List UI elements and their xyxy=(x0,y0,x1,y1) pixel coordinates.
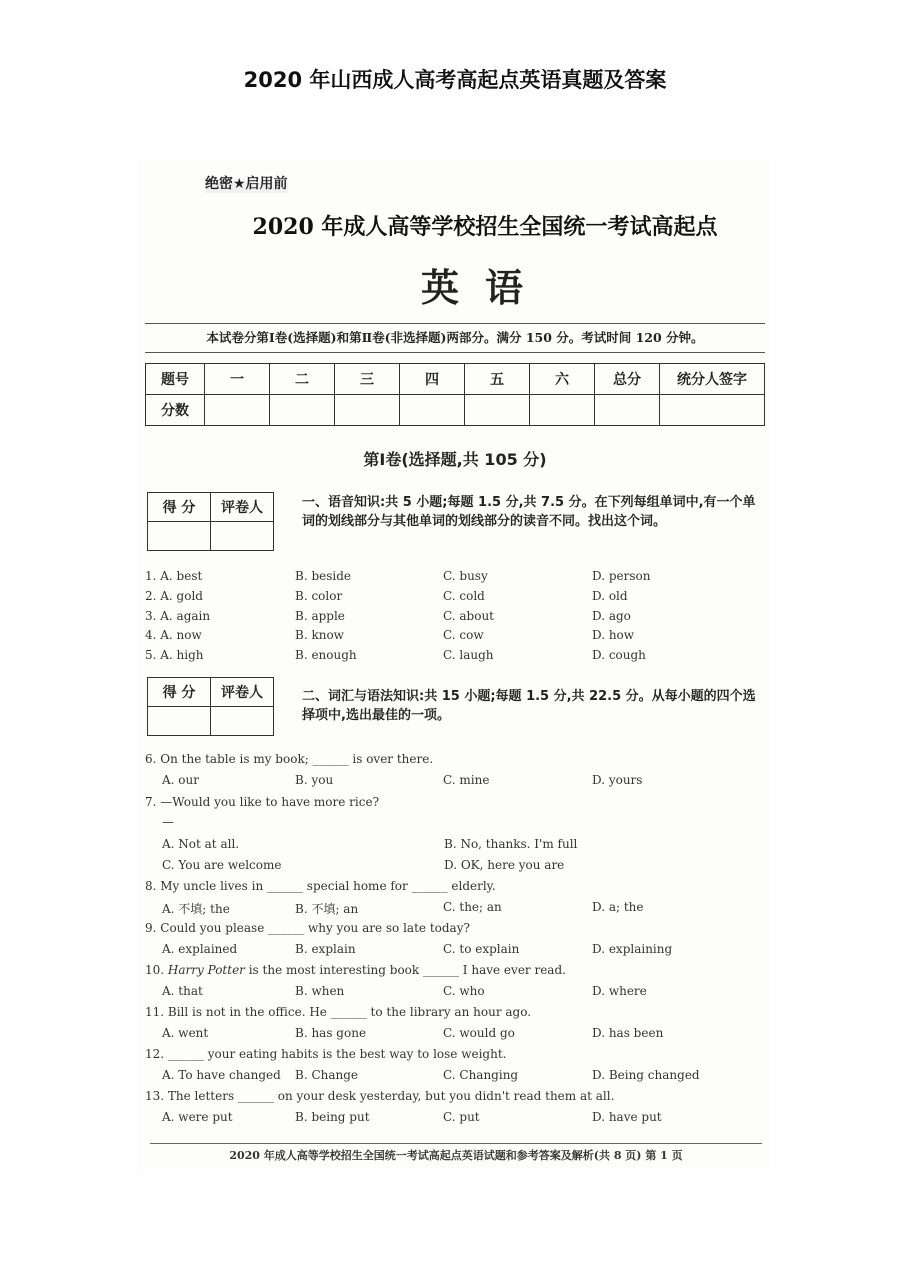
score-table-value-row xyxy=(146,395,765,426)
score-cell xyxy=(270,395,335,426)
option: 5. A. high xyxy=(145,648,204,662)
question-stem: 12. ______ your eating habits is the best way to lose weight. xyxy=(145,1047,507,1061)
score-header-cell: 二 xyxy=(270,364,335,395)
score-header-cell: 一 xyxy=(205,364,270,395)
option: A. explained xyxy=(162,942,238,956)
score-table xyxy=(145,363,765,426)
option: A. 不填; the xyxy=(162,902,230,916)
option: 1. A. best xyxy=(145,569,203,583)
option: D. where xyxy=(592,984,647,998)
option: D. person xyxy=(592,569,651,583)
score-header-cell: 题号 xyxy=(146,364,205,395)
grader-cell xyxy=(148,707,211,736)
option: B. has gone xyxy=(295,1026,367,1040)
grader-box xyxy=(147,492,274,551)
option: C. who xyxy=(443,984,485,998)
option: D. has been xyxy=(592,1026,664,1040)
option: D. how xyxy=(592,628,635,642)
score-table-header-row xyxy=(146,364,765,395)
option: B. enough xyxy=(295,648,357,662)
option: D. ago xyxy=(592,609,631,623)
option: B. explain xyxy=(295,942,356,956)
option: A. Not at all. xyxy=(162,837,240,851)
option: C. the; an xyxy=(443,900,502,914)
option: B. when xyxy=(295,984,345,998)
option: 4. A. now xyxy=(145,628,202,642)
score-cell xyxy=(335,395,400,426)
option: C. cold xyxy=(443,589,485,603)
score-cell xyxy=(465,395,530,426)
option: B. Change xyxy=(295,1068,359,1082)
grader-reviewer-label: 评卷人 xyxy=(211,493,274,522)
option: D. old xyxy=(592,589,628,603)
score-cell xyxy=(530,395,595,426)
option: B. apple xyxy=(295,609,345,623)
section2-instructions: 二、词汇与语法知识:共 15 小题;每题 1.5 分,共 22.5 分。从每小题的四个选择项中,选出最佳的一项。 xyxy=(302,689,756,723)
score-row-label: 分数 xyxy=(146,395,205,426)
option: D. OK, here you are xyxy=(444,858,565,872)
grader-reviewer-label: 评卷人 xyxy=(211,678,274,707)
subject-title: 英语 xyxy=(420,266,549,310)
option: D. yours xyxy=(592,773,643,787)
option: D. cough xyxy=(592,648,646,662)
question-stem: 8. My uncle lives in ______ special home for ______ elderly. xyxy=(145,879,496,893)
option: C. mine xyxy=(443,773,490,787)
score-header-cell: 三 xyxy=(335,364,400,395)
option: A. were put xyxy=(162,1110,233,1124)
option: C. You are welcome xyxy=(162,858,282,872)
option: C. would go xyxy=(443,1026,515,1040)
grader-score-label: 得 分 xyxy=(148,678,211,707)
option: C. cow xyxy=(443,628,484,642)
option: A. To have changed xyxy=(162,1068,281,1082)
exam-title: 2020 年成人高等学校招生全国统一考试高起点 xyxy=(252,214,718,240)
question-stem: 7. —Would you like to have more rice? xyxy=(145,795,380,809)
option: C. laugh xyxy=(443,648,494,662)
grader-cell xyxy=(211,707,274,736)
book-title: Harry Potter xyxy=(167,963,245,977)
option: C. busy xyxy=(443,569,488,583)
score-cell xyxy=(205,395,270,426)
option: A. our xyxy=(162,773,199,787)
question-text: is the most interesting book ______ I have ever read. xyxy=(244,963,566,977)
option: B. know xyxy=(295,628,344,642)
score-header-cell: 六 xyxy=(530,364,595,395)
option: 3. A. again xyxy=(145,609,211,623)
option: C. put xyxy=(443,1110,480,1124)
option: B. No, thanks. I'm full xyxy=(444,837,578,851)
answer-dash: — xyxy=(162,815,174,829)
grader-score-label: 得 分 xyxy=(148,493,211,522)
question-stem: 9. Could you please ______ why you are so late today? xyxy=(145,921,470,935)
option: B. you xyxy=(295,773,334,787)
option: B. beside xyxy=(295,569,352,583)
score-header-cell: 总分 xyxy=(595,364,660,395)
question-stem: 6. On the table is my book; ______ is over there. xyxy=(145,752,434,766)
option: C. Changing xyxy=(443,1068,519,1082)
page-footer: 2020 年成人高等学校招生全国统一考试高起点英语试题和参考答案及解析(共 8 页) 第 1 页 xyxy=(150,1143,762,1168)
option: A. that xyxy=(162,984,203,998)
option: B. 不填; an xyxy=(295,902,359,916)
score-cell xyxy=(660,395,765,426)
score-header-cell: 统分人签字 xyxy=(660,364,765,395)
score-header-cell: 五 xyxy=(465,364,530,395)
question-stem: 11. Bill is not in the office. He ______ to the library an hour ago. xyxy=(145,1005,532,1019)
score-cell xyxy=(400,395,465,426)
grader-box xyxy=(147,677,274,736)
question-stem: 13. The letters ______ on your desk yesterday, but you didn't read them at all. xyxy=(145,1089,615,1103)
exam-intro: 本试卷分第Ⅰ卷(选择题)和第Ⅱ卷(非选择题)两部分。满分 150 分。考试时间 120 分钟。 xyxy=(145,323,765,353)
option: C. to explain xyxy=(443,942,520,956)
option: D. explaining xyxy=(592,942,673,956)
secret-label: 绝密★启用前 xyxy=(205,173,288,193)
option: B. being put xyxy=(295,1110,370,1124)
option: 2. A. gold xyxy=(145,589,203,603)
part1-title: 第Ⅰ卷(选择题,共 105 分) xyxy=(363,450,547,469)
option: B. color xyxy=(295,589,343,603)
grader-cell xyxy=(211,522,274,551)
grader-cell xyxy=(148,522,211,551)
option: C. about xyxy=(443,609,494,623)
section1-instructions: 一、语音知识:共 5 小题;每题 1.5 分,共 7.5 分。在下列每组单词中,有一个单词的划线部分与其他单词的划线部分的读音不同。找出这个词。 xyxy=(302,495,756,529)
option: D. have put xyxy=(592,1110,662,1124)
option: A. went xyxy=(162,1026,209,1040)
question-stem xyxy=(145,963,566,977)
score-cell xyxy=(595,395,660,426)
question-number: 10. xyxy=(145,963,165,977)
score-header-cell: 四 xyxy=(400,364,465,395)
option: D. Being changed xyxy=(592,1068,700,1082)
option: D. a; the xyxy=(592,900,644,914)
document-title: 2020 年山西成人高考高起点英语真题及答案 xyxy=(243,68,667,92)
